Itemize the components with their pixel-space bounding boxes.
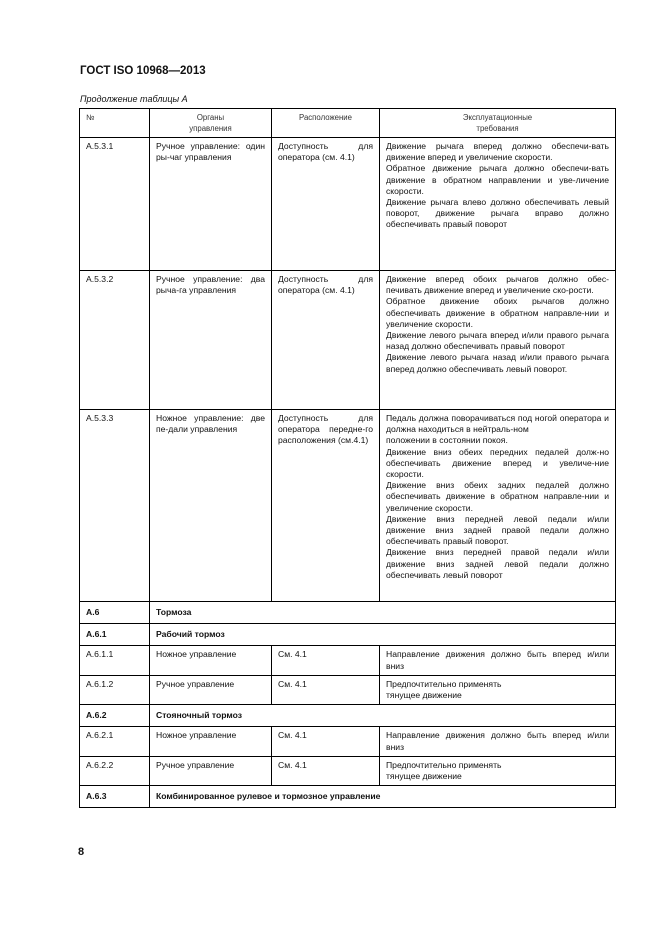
control-type: Ножное управление: [150, 727, 272, 756]
row-number: А.6.2.1: [80, 727, 150, 756]
row-number: А.5.3.1: [80, 138, 150, 271]
control-location: Доступность для оператора (см. 4.1): [272, 138, 380, 271]
section-title: Тормоза: [150, 602, 616, 624]
table-row: [80, 646, 616, 675]
requirement-text: Обратное движение обоих рычагов должно обеспечивать движение в обратном направле-нии и увеличение скорости.: [386, 296, 609, 329]
header-controls-line2: управления: [189, 124, 232, 133]
header-location: Расположение: [272, 109, 380, 138]
row-number: А.6.1.2: [80, 675, 150, 704]
document-title: ГОСТ ISO 10968—2013: [80, 65, 206, 77]
control-type: Ручное управление: [150, 675, 272, 704]
section-title: Стояночный тормоз: [150, 705, 616, 727]
requirements-cell: [380, 271, 616, 410]
requirement-text: тянущее движение: [386, 690, 462, 701]
requirement-text: положении в состоянии покоя.: [386, 435, 508, 446]
section-row: [80, 624, 616, 646]
row-number: А.6.2.2: [80, 756, 150, 785]
page-number: 8: [78, 846, 85, 858]
requirement-text: Педаль должна поворачиваться под ногой оператора и должна находиться в нейтраль-ном: [386, 413, 609, 435]
requirement-text: Предпочтительно применять: [386, 759, 502, 770]
requirement-text: Движение левого рычага назад и/или правого рычага вперед должно обеспечивать левый поворот.: [386, 352, 609, 374]
requirements-table: [79, 108, 616, 808]
table-row: [80, 271, 616, 410]
row-number: А.6.1.1: [80, 646, 150, 675]
requirement-text: Движение вниз передней левой педали и/или движение вниз задней правой педали должно обеспечивать правый поворот.: [386, 513, 609, 547]
table-row: [80, 410, 616, 602]
section-title: Комбинированное рулевое и тормозное управление: [150, 786, 616, 808]
requirements-cell: [380, 410, 616, 602]
requirement-text: Движение вниз передней правой педали и/или движение вниз задней левой педали должно обеспечивать левый поворот: [386, 547, 609, 580]
requirement-text: Направление движения должно быть вперед и/или вниз: [386, 730, 609, 752]
control-type: Ножное управление: [150, 646, 272, 675]
control-location: См. 4.1: [272, 756, 380, 785]
requirements-cell: [380, 646, 616, 675]
header-requirements-line2: требования: [476, 124, 519, 133]
table-row: [80, 727, 616, 756]
requirement-text: Движение вниз обеих передних педалей долж-но обеспечивать движение вперед и увеличе-ние скорости.: [386, 446, 609, 480]
control-location: Доступность для оператора передне-го расположения (см.4.1): [272, 410, 380, 602]
table-row: [80, 756, 616, 785]
row-number: А.5.3.2: [80, 271, 150, 410]
requirement-text: Обратное движение рычага должно обеспечи-вать движение в обратном направлении и уве-личение скорости.: [386, 163, 609, 196]
requirement-text: Предпочтительно применять: [386, 678, 502, 689]
control-location: См. 4.1: [272, 646, 380, 675]
control-location: См. 4.1: [272, 675, 380, 704]
table-row: [80, 675, 616, 704]
table-continuation-caption: Продолжение таблицы А: [80, 94, 188, 104]
requirements-cell: [380, 727, 616, 756]
header-number: №: [80, 109, 150, 138]
header-requirements-line1: Эксплуатационные: [462, 113, 533, 122]
requirement-text: Движение левого рычага вперед и/или правого рычага назад должно обеспечивать правый поворот: [386, 330, 609, 352]
section-row: [80, 602, 616, 624]
requirements-cell: [380, 138, 616, 271]
section-number: А.6.3: [80, 786, 150, 808]
table-row: [80, 138, 616, 271]
header-requirements: [380, 109, 616, 138]
requirement-text: Движение рычага влево должно обеспечивать левый поворот, движение рычага вправо должно обеспечивать правый поворот: [386, 197, 609, 230]
requirements-cell: [380, 675, 616, 704]
header-controls: [150, 109, 272, 138]
requirement-text: тянущее движение: [386, 771, 462, 782]
control-type: Ручное управление: два рыча-га управления: [150, 271, 272, 410]
section-row: [80, 786, 616, 808]
requirement-text: Движение вперед обоих рычагов должно обес-печивать движение вперед и увеличение ско-рости.: [386, 274, 609, 296]
section-number: А.6.1: [80, 624, 150, 646]
section-row: [80, 705, 616, 727]
control-type: Ножное управление: две пе-дали управления: [150, 410, 272, 602]
section-number: А.6: [80, 602, 150, 624]
section-title: Рабочий тормоз: [150, 624, 616, 646]
header-controls-line1: Органы: [196, 113, 225, 122]
row-number: А.5.3.3: [80, 410, 150, 602]
requirements-cell: [380, 756, 616, 785]
requirement-text: Направление движения должно быть вперед и/или вниз: [386, 649, 609, 671]
control-type: Ручное управление: один ры-чаг управления: [150, 138, 272, 271]
control-location: Доступность для оператора (см. 4.1): [272, 271, 380, 410]
section-number: А.6.2: [80, 705, 150, 727]
control-location: См. 4.1: [272, 727, 380, 756]
table-header-row: [80, 109, 616, 138]
control-type: Ручное управление: [150, 756, 272, 785]
requirement-text: Движение вниз обеих задних педалей должно обеспечивать движение в обратном направле-нии и увеличение скорости.: [386, 480, 609, 513]
requirement-text: Движение рычага вперед должно обеспечи-вать движение вперед и увеличение скорости.: [386, 141, 609, 163]
